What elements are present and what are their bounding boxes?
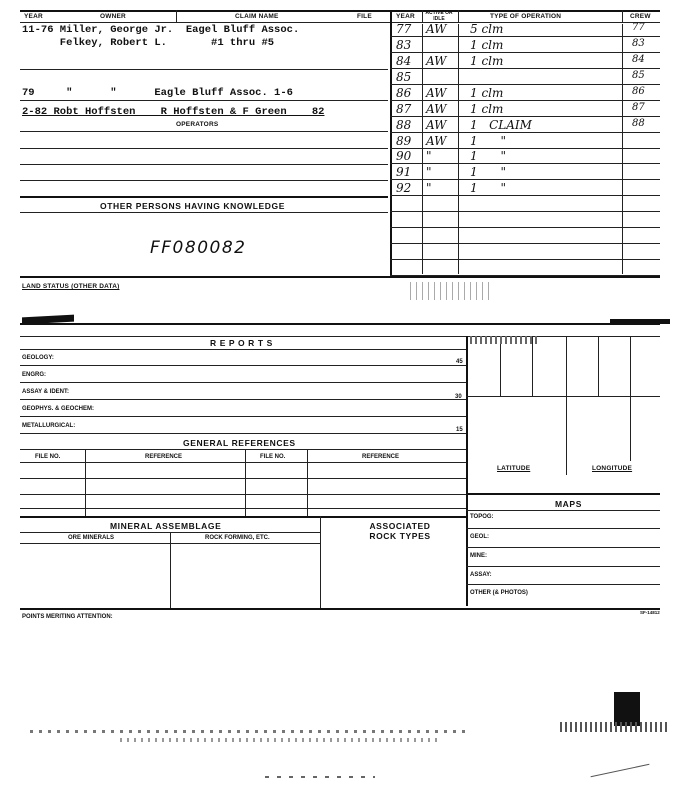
ref-divider <box>245 449 246 516</box>
activity-crew: 84 <box>632 54 645 65</box>
report-line <box>20 365 466 366</box>
activity-operation: 1 " <box>470 134 507 148</box>
active-type-divider <box>458 10 459 22</box>
activity-operation: 1 clm <box>470 38 504 52</box>
grid-line <box>566 336 567 461</box>
type-crew-divider <box>622 10 623 22</box>
report-assay: ASSAY & IDENT: <box>22 389 70 395</box>
owner-row-2: Felkey, Robert L. #1 thru #5 <box>22 37 275 49</box>
activity-row-line <box>390 163 660 164</box>
activity-operation: 1 CLAIM <box>470 118 532 132</box>
scan-artifact-stroke <box>591 764 650 777</box>
activity-year: 90 <box>396 149 412 163</box>
activity-status: AW <box>426 118 447 132</box>
activity-status: AW <box>426 54 447 68</box>
land-status-bottom <box>20 323 660 325</box>
activity-row-line <box>390 227 660 228</box>
activity-row-line <box>390 132 660 133</box>
latlong-divider <box>566 461 567 475</box>
activity-status: " <box>426 181 432 195</box>
activity-crew: 88 <box>632 118 645 129</box>
maps-geol: GEOL: <box>470 534 489 540</box>
activity-row-line <box>390 259 660 260</box>
maps-assay: ASSAY: <box>470 572 492 578</box>
scan-artifact-strip <box>560 722 670 732</box>
ref-col-reference: REFERENCE <box>145 454 183 460</box>
scan-artifact-strip <box>120 738 440 742</box>
ref-divider <box>307 449 308 516</box>
top-border <box>20 10 660 12</box>
activity-row-line <box>390 211 660 212</box>
col-owner-header: OWNER <box>100 13 126 20</box>
activity-year: 83 <box>396 38 412 52</box>
report-num-45: 45 <box>456 359 463 365</box>
grid-line <box>598 336 599 396</box>
ref-line <box>20 508 466 509</box>
activity-year: 89 <box>396 134 412 148</box>
activity-operation: 1 " <box>470 149 507 163</box>
activity-col-divider <box>458 24 459 274</box>
activity-crew: 85 <box>632 70 645 81</box>
header-bottom-border <box>20 22 660 23</box>
mineral-divider <box>170 532 171 608</box>
owner-line <box>20 100 388 101</box>
activity-year: 84 <box>396 54 412 68</box>
maps-title: MAPS <box>555 499 582 509</box>
points-meriting-label: POINTS MERITING ATTENTION: <box>22 614 113 620</box>
maps-mine: MINE: <box>470 553 487 559</box>
ref-col-file-no-2: FILE NO. <box>260 454 286 460</box>
reports-top-line <box>20 336 660 337</box>
owner-claim-divider <box>176 10 177 22</box>
owner-row-4: 2-82 Robt Hoffsten R Hoffsten & F Green 82 <box>22 106 325 118</box>
report-line <box>20 382 466 383</box>
reports-header-line <box>20 349 466 350</box>
activity-operation: 1 clm <box>470 86 504 100</box>
maps-line <box>466 528 660 529</box>
scan-artifact-speckle <box>410 282 490 300</box>
bottom-section-border <box>20 608 660 610</box>
report-geophys: GEOPHYS. & GEOCHEM: <box>22 406 95 412</box>
activity-row-line <box>390 68 660 69</box>
grid-line <box>630 336 631 461</box>
col-year-right-header: YEAR <box>396 13 415 20</box>
maps-other: OTHER (& PHOTOS) <box>470 590 528 596</box>
reports-title: R E P O R T S <box>210 338 273 348</box>
ref-divider <box>85 449 86 516</box>
report-metallurgical: METALLURGICAL: <box>22 423 76 429</box>
activity-row-line <box>390 52 660 53</box>
mid-divider <box>390 10 392 275</box>
activity-operation: 1 " <box>470 165 507 179</box>
owner-line <box>20 180 388 181</box>
ref-col-file-no: FILE NO. <box>35 454 61 460</box>
assoc-divider <box>320 516 321 608</box>
activity-year: 88 <box>396 118 412 132</box>
activity-row-line <box>390 116 660 117</box>
associated-rock-types-label: ASSOCIATED ROCK TYPES <box>369 521 431 541</box>
activity-status: AW <box>426 22 447 36</box>
activity-year: 87 <box>396 102 412 116</box>
maps-topog: TOPOG: <box>470 514 494 520</box>
general-ref-line <box>20 449 466 450</box>
report-line <box>20 416 466 417</box>
col-year-header: YEAR <box>24 13 43 20</box>
other-persons-line <box>20 212 388 213</box>
owner-line <box>20 164 388 165</box>
other-persons-label: OTHER PERSONS HAVING KNOWLEDGE <box>100 201 286 211</box>
operators-label: OPERATORS <box>176 121 219 128</box>
activity-year: 92 <box>396 181 412 195</box>
activity-status: AW <box>426 134 447 148</box>
maps-line <box>466 510 660 511</box>
longitude-label: LONGITUDE <box>592 465 633 472</box>
activity-year: 86 <box>396 86 412 100</box>
owner-line <box>20 148 388 149</box>
year-active-divider <box>422 10 423 22</box>
rock-forming-label: ROCK FORMING, ETC. <box>205 535 270 541</box>
owner-section-bottom <box>20 196 388 198</box>
activity-crew: 87 <box>632 102 645 113</box>
col-crew-header: CREW <box>630 13 651 20</box>
top-table-bottom-border <box>20 276 660 278</box>
activity-operation: 1 " <box>470 181 507 195</box>
mineral-assemblage-title: MINERAL ASSEMBLAGE <box>110 521 222 531</box>
maps-line <box>466 547 660 548</box>
owner-line <box>20 69 388 70</box>
activity-operation: 5 clm <box>470 22 504 36</box>
grid-line <box>500 336 501 396</box>
ref-bottom <box>20 516 466 518</box>
activity-col-divider <box>622 24 623 274</box>
activity-crew: 77 <box>632 22 645 33</box>
owner-row-3: 79 " " Eagle Bluff Assoc. 1-6 <box>22 87 293 99</box>
form-code: SF-14812 <box>640 610 660 615</box>
handwritten-file-number: FF080082 <box>150 238 247 258</box>
col-type-operation-header: TYPE OF OPERATION <box>490 13 562 20</box>
ref-line <box>20 494 466 495</box>
activity-col-divider <box>422 24 423 274</box>
ore-minerals-label: ORE MINERALS <box>68 535 115 541</box>
report-engrg: ENGRG: <box>22 372 46 378</box>
activity-row-line <box>390 100 660 101</box>
activity-status: AW <box>426 86 447 100</box>
maps-top-line <box>466 493 660 495</box>
report-geology: GEOLOGY: <box>22 355 54 361</box>
activity-crew: 86 <box>632 86 645 97</box>
activity-row-line <box>390 195 660 196</box>
grid-line <box>466 396 660 397</box>
activity-year: 91 <box>396 165 412 179</box>
activity-status: AW <box>426 102 447 116</box>
scan-artifact-strip <box>265 776 375 778</box>
report-num-15: 15 <box>456 427 463 433</box>
scan-artifact-block <box>614 692 640 726</box>
activity-year: 85 <box>396 70 412 84</box>
scan-artifact-strip <box>30 730 470 733</box>
activity-operation: 1 clm <box>470 54 504 68</box>
scan-artifact-speckle <box>470 336 540 344</box>
land-status-label: LAND STATUS (OTHER DATA) <box>22 283 120 290</box>
grid-line <box>532 336 533 396</box>
activity-status: " <box>426 149 432 163</box>
activity-row-line <box>390 84 660 85</box>
scan-smudge <box>610 319 670 324</box>
maps-line <box>466 584 660 585</box>
col-active-idle-header: ACTIVE OR IDLE <box>425 10 453 22</box>
latitude-label: LATITUDE <box>497 465 531 472</box>
report-num-30: 30 <box>455 394 462 400</box>
activity-row-line <box>390 36 660 37</box>
activity-year: 77 <box>396 22 412 36</box>
report-line <box>20 433 466 434</box>
report-line <box>20 399 466 400</box>
ref-header-line <box>20 462 466 463</box>
activity-row-line <box>390 243 660 244</box>
ref-col-reference-2: REFERENCE <box>362 454 400 460</box>
owner-row-1: 11-76 Miller, George Jr. Eagel Bluff Assoc. <box>22 24 300 36</box>
activity-row-line <box>390 179 660 180</box>
maps-line <box>466 566 660 567</box>
general-references-title: GENERAL REFERENCES <box>183 438 296 448</box>
activity-crew: 83 <box>632 38 645 49</box>
ref-line <box>20 478 466 479</box>
col-file-header: FILE <box>357 13 372 20</box>
owner-line <box>20 131 388 132</box>
activity-status: " <box>426 165 432 179</box>
col-claim-name-header: CLAIM NAME <box>235 13 279 20</box>
activity-operation: 1 clm <box>470 102 504 116</box>
